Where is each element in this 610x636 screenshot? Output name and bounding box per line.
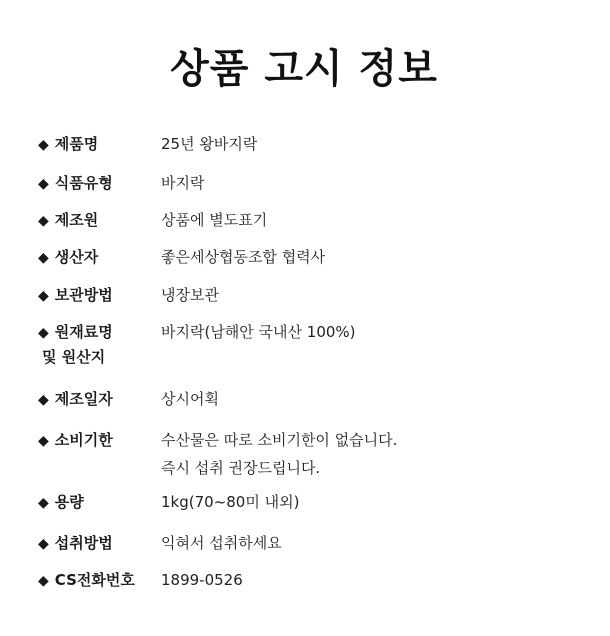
- row-label: ◆ 제품명: [38, 135, 99, 153]
- info-card: [24, 25, 584, 610]
- row-label: ◆ 용량: [38, 493, 84, 511]
- diamond-bullet-icon: ◆: [38, 573, 49, 589]
- row-label: ◆ 섭취방법: [38, 534, 113, 552]
- row-label: ◆ 제조원: [38, 211, 99, 229]
- row-value: 바지락: [161, 174, 205, 192]
- page-title: 상품 고시 정보: [170, 46, 438, 92]
- row-value: 익혀서 섭취하세요: [161, 534, 282, 552]
- row-label: ◆ 식품유형: [38, 174, 113, 192]
- diamond-bullet-icon: ◆: [38, 213, 49, 229]
- diamond-bullet-icon: ◆: [38, 325, 49, 341]
- row-label: ◆ 보관방법: [38, 286, 113, 304]
- row-label: ◆ 소비기한: [38, 431, 113, 449]
- diamond-bullet-icon: ◆: [38, 137, 49, 153]
- row-value: 상품에 별도표기: [161, 211, 268, 229]
- row-value: 좋은세상협동조합 협력사: [161, 248, 326, 266]
- diamond-bullet-icon: ◆: [38, 495, 49, 511]
- diamond-bullet-icon: ◆: [38, 288, 49, 304]
- diamond-bullet-icon: ◆: [38, 536, 49, 552]
- row-label: ◆ 원재료명 및 원산지: [38, 323, 113, 366]
- row-value: 바지락(남해안 국내산 100%): [161, 323, 356, 341]
- row-value: 냉장보관: [161, 286, 219, 304]
- row-value: 25년 왕바지락: [161, 135, 258, 153]
- row-label: ◆ 생산자: [38, 248, 99, 266]
- diamond-bullet-icon: ◆: [38, 392, 49, 408]
- diamond-bullet-icon: ◆: [38, 433, 49, 449]
- row-value: 수산물은 따로 소비기한이 없습니다. 즉시 섭취 권장드립니다.: [161, 431, 398, 477]
- diamond-bullet-icon: ◆: [38, 176, 49, 192]
- row-value: 상시어획: [161, 390, 219, 408]
- diamond-bullet-icon: ◆: [38, 250, 49, 266]
- row-label: ◆ CS전화번호: [38, 571, 135, 589]
- row-value: 1899-0526: [161, 571, 243, 589]
- row-label: ◆ 제조일자: [38, 390, 113, 408]
- row-value: 1kg(70~80미 내외): [161, 493, 300, 511]
